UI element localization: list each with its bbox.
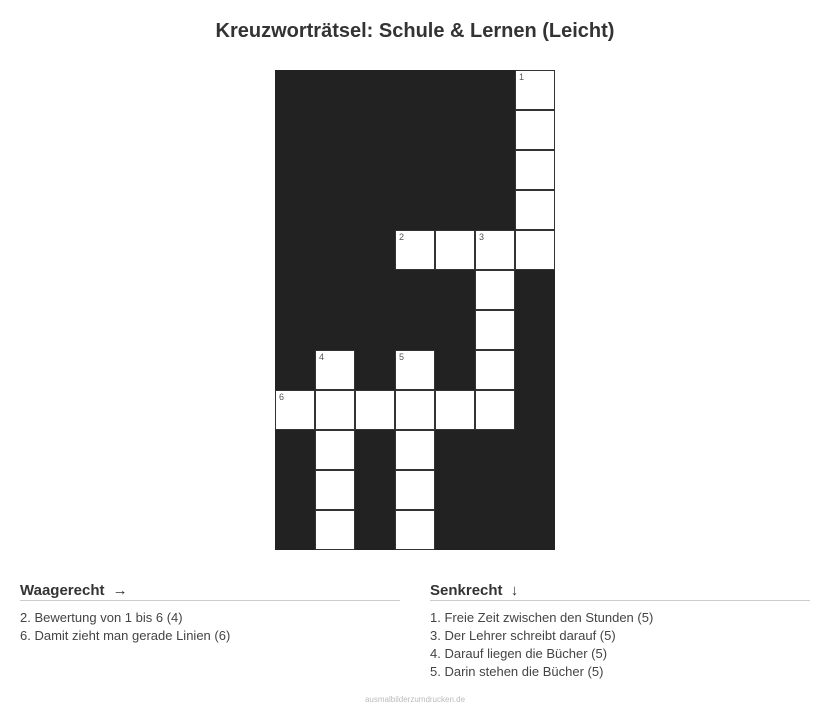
crossword-cell[interactable]: [515, 190, 555, 230]
clue-number: 1: [519, 72, 525, 82]
clue-number: 3: [479, 232, 485, 242]
crossword-cell[interactable]: [355, 390, 395, 430]
crossword-cell[interactable]: [515, 110, 555, 150]
crossword-cell[interactable]: [435, 390, 475, 430]
crossword-cell[interactable]: [395, 350, 435, 390]
across-heading-label: Waagerecht: [20, 582, 105, 599]
crossword-cell[interactable]: [315, 470, 355, 510]
crossword-cell[interactable]: [475, 310, 515, 350]
crossword-cell[interactable]: [315, 350, 355, 390]
across-clues-section: [20, 582, 400, 645]
crossword-cell[interactable]: [515, 70, 555, 110]
crossword-cell[interactable]: [395, 470, 435, 510]
clue-number: 5: [399, 352, 405, 362]
across-clue: 6. Damit zieht man gerade Linien (6): [20, 628, 231, 643]
crossword-cell[interactable]: [435, 230, 475, 270]
footer-watermark: ausmalbilderzumdrucken.de: [364, 695, 466, 704]
crossword-cell[interactable]: [395, 390, 435, 430]
crossword-cell[interactable]: [395, 510, 435, 550]
crossword-cell[interactable]: [315, 390, 355, 430]
down-clue: 1. Freie Zeit zwischen den Stunden (5): [430, 610, 654, 625]
down-clue: 3. Der Lehrer schreibt darauf (5): [430, 628, 616, 643]
down-clue: 4. Darauf liegen die Bücher (5): [430, 646, 608, 661]
crossword-cell[interactable]: [395, 230, 435, 270]
right-arrow-icon: →: [112, 582, 128, 599]
down-heading: [430, 582, 810, 601]
clue-number: 6: [279, 392, 285, 402]
crossword-cell[interactable]: [515, 150, 555, 190]
down-clue-list: [430, 609, 810, 681]
crossword-grid: [275, 70, 555, 550]
across-clue-list: [20, 609, 400, 645]
down-arrow-icon: ↓: [510, 582, 519, 599]
down-clues-section: [430, 582, 810, 681]
crossword-cell[interactable]: [475, 230, 515, 270]
crossword-cell[interactable]: [275, 390, 315, 430]
crossword-cell[interactable]: [475, 390, 515, 430]
page-title: Kreuzworträtsel: Schule & Lernen (Leicht): [215, 20, 615, 42]
across-heading: [20, 582, 400, 601]
clue-number: 2: [399, 232, 405, 242]
crossword-cell[interactable]: [515, 230, 555, 270]
down-heading-label: Senkrecht: [430, 582, 503, 599]
crossword-cell[interactable]: [315, 430, 355, 470]
across-clue: 2. Bewertung von 1 bis 6 (4): [20, 610, 183, 625]
crossword-cell[interactable]: [315, 510, 355, 550]
crossword-cell[interactable]: [475, 350, 515, 390]
crossword-cell[interactable]: [475, 270, 515, 310]
crossword-cell[interactable]: [395, 430, 435, 470]
clue-number: 4: [319, 352, 325, 362]
down-clue: 5. Darin stehen die Bücher (5): [430, 664, 604, 679]
